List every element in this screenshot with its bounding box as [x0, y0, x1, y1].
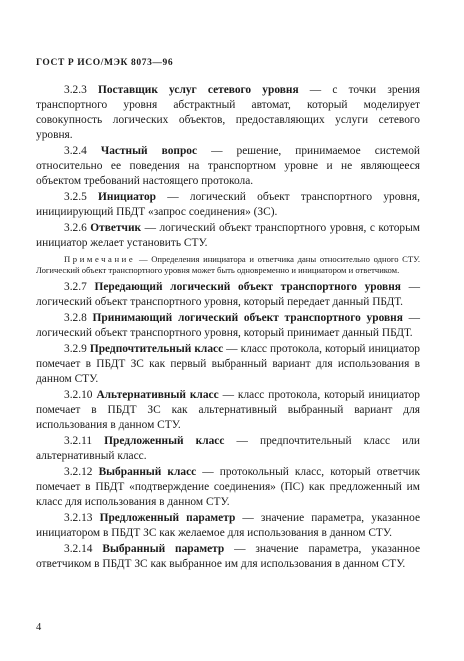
definition-text: — логический объект транспортного уровня, инициирующий ПБДТ «запрос соединения» (ЗС).	[36, 191, 420, 218]
definition-3-2-12	[36, 465, 420, 510]
clause-number: 3.2.3	[64, 84, 87, 96]
note	[36, 254, 420, 276]
note-label: Примечание	[64, 254, 136, 264]
clause-number: 3.2.14	[64, 543, 93, 555]
definition-3-2-6	[36, 221, 420, 251]
note-text: — Определения инициатора и ответчика даны относительно одного СТУ. Логический объект транспортного уровня может быть одновременно и инициатором и ответчиком.	[36, 254, 420, 275]
definition-text: — логический объект транспортного уровня, который передает данный ПБДТ.	[36, 281, 420, 308]
defined-term: Предпочтительный класс	[89, 343, 224, 355]
clause-number: 3.2.7	[64, 281, 87, 293]
defined-term: Альтернативный класс	[96, 389, 219, 401]
definition-3-2-3	[36, 83, 420, 143]
definition-text: — с точки зрения транспортного уровня абстрактный автомат, который моделирует совокупность логических объектов, предоставляющих услуги сетевого уровня.	[36, 84, 420, 141]
defined-term: Инициатор	[98, 191, 157, 203]
definition-3-2-7	[36, 280, 420, 310]
clause-number: 3.2.5	[64, 191, 87, 203]
clause-number: 3.2.9	[64, 343, 87, 355]
defined-term: Предложенный класс	[104, 435, 225, 447]
defined-term: Принимающий логический объект транспортного уровня	[92, 312, 403, 324]
definition-3-2-10	[36, 388, 420, 433]
clause-number: 3.2.12	[64, 466, 93, 478]
definition-3-2-14	[36, 542, 420, 572]
definition-text: — предпочтительный класс или альтернативный класс.	[36, 435, 420, 462]
clause-number: 3.2.11	[64, 435, 93, 447]
definition-text: — логический объект транспортного уровня, с которым инициатор желает установить СТУ.	[36, 222, 420, 249]
definition-3-2-9	[36, 342, 420, 387]
definition-text: — класс протокола, который инициатор помечает в ПБДТ ЗС как первый выбранный вариант для использования в данном СТУ.	[36, 343, 420, 385]
definition-text: — значение параметра, указанное ответчиком в ПБДТ ЗС как выбранное им для использования в данном СТУ.	[36, 543, 420, 570]
defined-term: Предложенный параметр	[99, 512, 236, 524]
definition-text: — протокольный класс, который ответчик помечает в ПБДТ «подтверждение соединения» (ПС) как предложенный им класс для использования в данном СТУ.	[36, 466, 420, 508]
standard-header: ГОСТ Р ИСО/МЭК 8073—96	[36, 58, 174, 68]
clause-number: 3.2.8	[64, 312, 87, 324]
definition-3-2-4	[36, 144, 420, 189]
clause-number: 3.2.4	[64, 145, 87, 157]
clause-number: 3.2.10	[64, 389, 93, 401]
definition-3-2-8	[36, 311, 420, 341]
definition-3-2-11	[36, 434, 420, 464]
defined-term: Выбранный класс	[98, 466, 197, 478]
page-number: 4	[36, 622, 42, 633]
definition-3-2-5	[36, 190, 420, 220]
definition-text: — класс протокола, который инициатор помечает в ПБДТ ЗС как альтернативный выбранный вариант для использования в данном СТУ.	[36, 389, 421, 431]
clause-number: 3.2.13	[64, 512, 93, 524]
definition-text: — логический объект транспортного уровня, который принимает данный ПБДТ.	[36, 312, 420, 339]
definition-text: — значение параметра, указанное инициатором в ПБДТ ЗС как желаемое для использования в данном СТУ.	[36, 512, 421, 539]
clause-number: 3.2.6	[64, 222, 87, 234]
defined-term: Ответчик	[90, 222, 142, 234]
defined-term: Поставщик услуг сетевого уровня	[97, 84, 299, 96]
defined-term: Выбранный параметр	[102, 543, 225, 555]
defined-term: Частный вопрос	[100, 145, 198, 157]
definition-3-2-13	[36, 511, 420, 541]
definitions-section	[36, 83, 420, 573]
definition-text: — решение, принимаемое системой относительно ее поведения на транспортном уровне и не являющееся объектом требований настоящего протокола.	[36, 145, 420, 187]
defined-term: Передающий логический объект транспортного уровня	[94, 281, 401, 293]
